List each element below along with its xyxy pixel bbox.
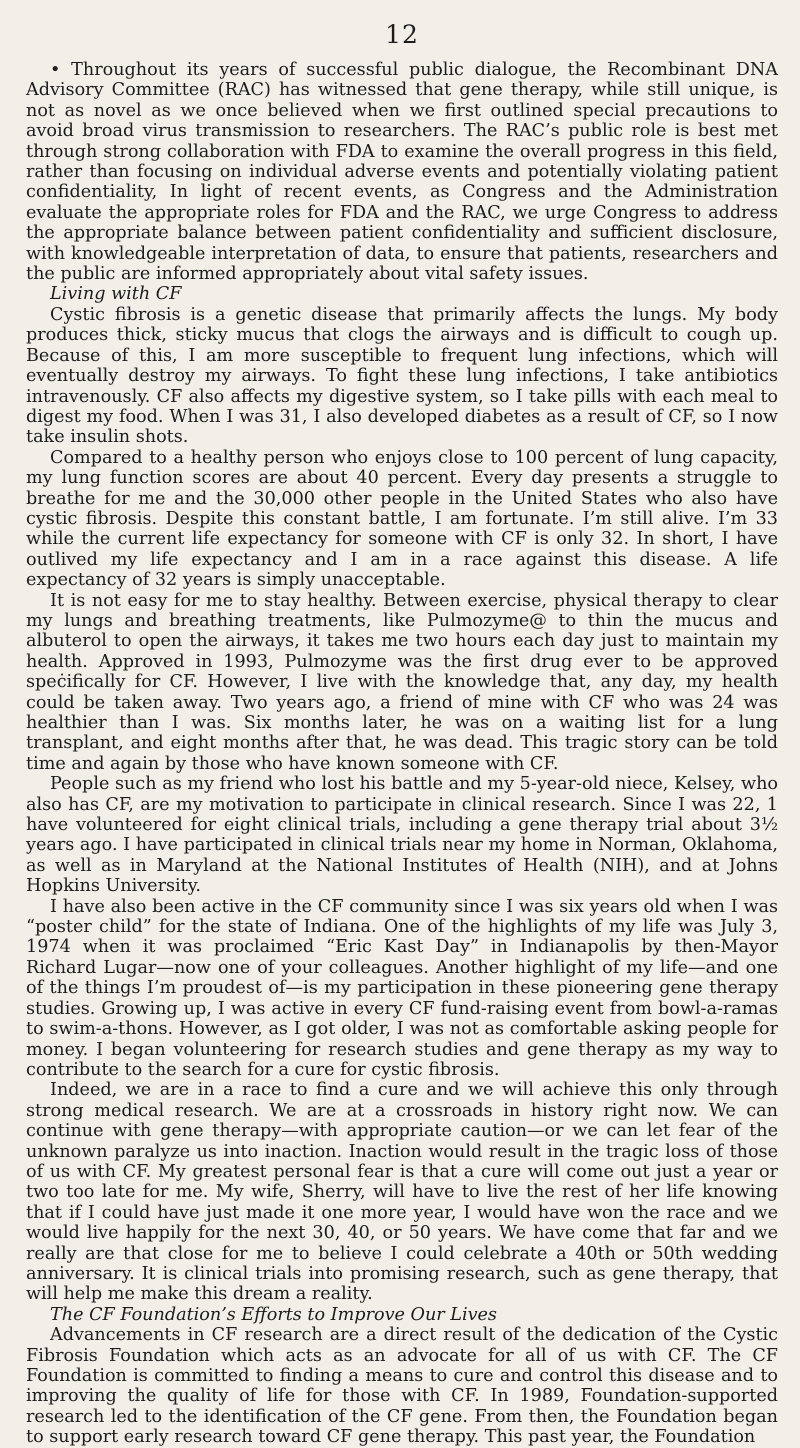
page-number: 12: [385, 20, 419, 49]
paragraph: Cystic fibrosis is a genetic disease that primarily affects the lungs. My body produces thick, sticky mucus that clogs the airways and is difficult to cough up. Because of this, I am more susceptible to frequent lung infections, which will eventually destroy my airways. To fight these lung infections, I take antibiotics intravenously. CF also affects my digestive system, so I take pills with each meal to digest my food. When I was 31, I also developed diabetes as a result of CF, so I now take insulin shots.: [26, 304, 778, 448]
paragraph: Compared to a healthy person who enjoys close to 100 percent of lung capacity, my lung function scores are about 40 percent. Every day presents a struggle to breathe for me and the 30,000 other people in the United States who also have cystic fibrosis. Despite this constant battle, I am fortunate. I’m still alive. I’m 33 while the current life expectancy for someone with CF is only 32. In short, I have outlived my life expectancy and I am in a race against this disease. A life expectancy of 32 years is simply unacceptable.: [26, 447, 778, 591]
section-heading-cf-foundation: The CF Foundation’s Efforts to Improve Our Lives: [50, 1304, 497, 1325]
paragraph: It is not easy for me to stay healthy. Between exercise, physical therapy to clear my lungs and breathing treatments, like Pulmozyme@ to thin the mucus and albuterol to open the airways, it takes me two hours each day just to maintain my health. Approved in 1993, Pulmozyme was the first drug ever to be approved speċifically for CF. However, I live with the knowledge that, any day, my health could be taken away. Two years ago, a friend of mine with CF who was 24 was healthier than I was. Six months later, he was on a waiting list for a lung transplant, and eight months after that, he was dead. This tragic story can be told time and again by those who have known someone with CF.: [26, 590, 778, 774]
section-heading-living-with-cf: Living with CF: [50, 284, 182, 305]
paragraph: Indeed, we are in a race to find a cure and we will achieve this only through strong medical research. We are at a crossroads in history right now. We can continue with gene therapy—with appropriate caution—or we can let fear of the unknown paralyze us into inaction. Inaction would result in the tragic loss of those of us with CF. My greatest personal fear is that a cure will come out just a year or two too late for me. My wife, Sherry, will have to live the rest of her life knowing that if I could have just made it one more year, I would have won the race and we would live happily for the next 30, 40, or 50 years. We have come that far and we really are that close for me to believe I could celebrate a 40th or 50th wedding anniversary. It is clinical trials into promising research, such as gene therapy, that will help me make this dream a reality.: [26, 1080, 778, 1305]
paragraph: I have also been active in the CF community since I was six years old when I was “poster child” for the state of Indiana. One of the highlights of my life was July 3, 1974 when it was proclaimed “Eric Kast Day” in Indianapolis by then-Mayor Richard Lugar—now one of your colleagues. Another highlight of my life—and one of the things I’m proudest of—is my participation in these pioneering gene therapy studies. Growing up, I was active in every CF fund-raising event from bowl-a-ramas to swim-a-thons. However, as I got older, I was not as comfortable asking people for money. I began volunteering for research studies and gene therapy as my way to contribute to the search for a cure for cystic fibrosis.: [26, 896, 778, 1080]
paragraph: Advancements in CF research are a direct result of the dedication of the Cystic Fibrosis Foundation which acts as an advocate for all of us with CF. The CF Foundation is committed to finding a means to cure and control this disease and to improving the quality of life for those with CF. In 1989, Foundation-supported research led to the identification of the CF gene. From then, the Foundation began to support early research toward CF gene therapy. This past year, the Foundation: [26, 1325, 778, 1448]
document-body: [26, 60, 778, 1448]
rac-bullet-paragraph: • Throughout its years of successful public dialogue, the Recombinant DNA Advisory Committee (RAC) has witnessed that gene therapy, while still unique, is not as novel as we once believed when we first outlined special precautions to avoid broad virus transmission to researchers. The RAC’s public role is best met through strong collaboration with FDA to examine the overall progress in this field, rather than focusing on individual adverse events and potentially violating patient confidentiality, In light of recent events, as Congress and the Administration evaluate the appropriate roles for FDA and the RAC, we urge Congress to address the appropriate balance between patient confidentiality and sufficient disclosure, with knowledgeable interpretation of data, to ensure that patients, researchers and the public are informed appropriately about vital safety issues.: [26, 60, 778, 285]
paragraph: People such as my friend who lost his battle and my 5-year-old niece, Kelsey, who also has CF, are my motivation to participate in clinical research. Since I was 22, 1 have volunteered for eight clinical trials, including a gene therapy trial about 3½ years ago. I have participated in clinical trials near my home in Norman, Oklahoma, as well as in Maryland at the National Institutes of Health (NIH), and at Johns Hopkins University.: [26, 774, 778, 897]
